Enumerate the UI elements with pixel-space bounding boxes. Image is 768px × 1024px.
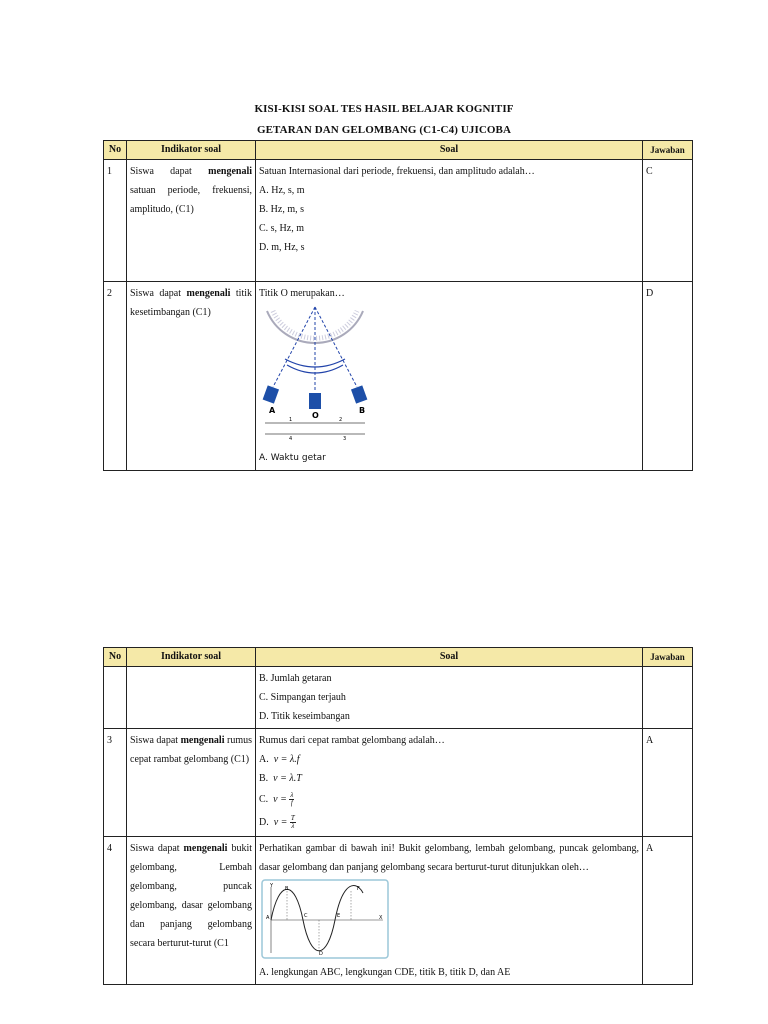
- label-a: A: [266, 915, 270, 921]
- q4-ind-text-rest: bukit gelombang, Lembah gelombang, puncak gelombang, dasar gelombang dan panjang gelombang secara berturut-turut (C1: [130, 843, 252, 949]
- q3-option-c: C. v = $\frac{\lambda}{f}$: [259, 791, 294, 808]
- header-soal: Soal: [256, 648, 643, 667]
- q3-option-a: A. v = λ.f: [259, 754, 300, 765]
- label-f: F: [357, 886, 360, 892]
- q1-ind-text-rest: satuan periode, frekuensi, amplitudo, (C1): [130, 185, 252, 215]
- label-o: O: [312, 411, 319, 420]
- q1-indikator: [127, 160, 256, 282]
- q2-option: D. Titik keseimbangan: [259, 711, 350, 722]
- document-title: KISI-KISI SOAL TES HASIL BELAJAR KOGNITIF: [254, 103, 514, 115]
- table-header: [104, 648, 693, 667]
- q2-option: B. Jumlah getaran: [259, 673, 332, 684]
- q1-option: C. s, Hz, m: [259, 223, 304, 234]
- q3-option-d: D. v = $\frac{T}{\lambda}$: [259, 814, 295, 831]
- q1-option: A. Hz, s, m: [259, 185, 305, 196]
- q1-no: 1: [104, 160, 127, 282]
- q2-jawaban: D: [643, 282, 693, 471]
- label-3: 3: [343, 436, 347, 442]
- label-d: D: [319, 951, 323, 957]
- header-jawaban: Jawaban: [643, 141, 693, 160]
- label-b: B: [285, 886, 289, 892]
- pendulum-string-left: [273, 307, 315, 387]
- pendulum-figure: [261, 305, 373, 445]
- label-a: A: [269, 406, 276, 415]
- q3-ind-text-rest: rumus cepat rambat gelombang (C1): [130, 735, 253, 765]
- q4-question: Perhatikan gambar di bawah ini! Bukit gelombang, lembah gelombang, puncak gelombang, dasar gelombang dan panjang gelombang secara berturut-turut ditunjukkan oleh…: [259, 843, 639, 873]
- q3-indikator: [127, 729, 256, 837]
- label-c: C: [304, 913, 308, 919]
- label-2: 2: [339, 417, 343, 423]
- q2-ind-keyword: mengenali: [186, 288, 231, 299]
- q2-soal: [256, 282, 643, 471]
- q2-indikator: [127, 282, 256, 471]
- q1-soal: [256, 160, 643, 282]
- q2-soal-continued: [256, 667, 643, 729]
- table-row-q1: [104, 160, 693, 282]
- q2-question: Titik O merupakan…: [259, 288, 345, 299]
- label-4: 4: [289, 436, 293, 442]
- document-subtitle: GETARAN DAN GELOMBANG (C1-C4) UJICOBA: [256, 124, 512, 136]
- wave-figure-frame: [262, 880, 388, 958]
- header-soal: Soal: [256, 141, 643, 160]
- q4-soal: [256, 837, 643, 985]
- q3-no: 3: [104, 729, 127, 837]
- q2-option: A. Waktu getar: [259, 453, 326, 463]
- label-1: 1: [289, 417, 293, 423]
- label-y: Y: [270, 883, 274, 889]
- q4-indikator: [127, 837, 256, 985]
- table-row-q4: [104, 837, 693, 985]
- label-e: E: [337, 913, 341, 919]
- table-row-q2: [104, 282, 693, 471]
- q4-no: 4: [104, 837, 127, 985]
- header-indikator: Indikator soal: [127, 141, 256, 160]
- q1-ind-keyword: mengenali: [208, 166, 252, 177]
- q2-option: C. Simpangan terjauh: [259, 692, 346, 703]
- header-jawaban: Jawaban: [643, 648, 693, 667]
- q4-jawaban: A: [643, 837, 693, 985]
- table-header: [104, 141, 693, 160]
- q2-no: 2: [104, 282, 127, 471]
- q4-option: A. lengkungan ABC, lengkungan CDE, titik B, titik D, dan AE: [259, 967, 511, 978]
- wave-figure: [261, 879, 389, 959]
- header-no: No: [104, 648, 127, 667]
- q3-soal: [256, 729, 643, 837]
- q4-ind-keyword: mengenali: [183, 843, 228, 854]
- q3-ind-text: Siswa dapat: [130, 735, 181, 746]
- q1-question: Satuan Internasional dari periode, frekuensi, dan amplitudo adalah…: [259, 166, 535, 177]
- label-b: B: [359, 406, 366, 415]
- q3-jawaban: A: [643, 729, 693, 837]
- kisi-kisi-table-page2: [103, 647, 693, 985]
- header-indikator: Indikator soal: [127, 648, 256, 667]
- q1-ind-text: Siswa dapat: [130, 166, 209, 177]
- table-row-q2-continued: [104, 667, 693, 729]
- q1-jawaban: C: [643, 160, 693, 282]
- bob-o: [309, 393, 321, 409]
- kisi-kisi-table-page1: [103, 140, 693, 471]
- q3-option-b: B. v = λ.T: [259, 773, 302, 784]
- table-row-q3: [104, 729, 693, 837]
- q2-ind-text-rest: titik kesetimbangan (C1): [130, 288, 252, 318]
- q2-ind-text: Siswa dapat: [130, 288, 187, 299]
- q1-option: D. m, Hz, s: [259, 242, 305, 253]
- label-x: X: [379, 915, 383, 921]
- q4-ind-text: Siswa dapat: [130, 843, 184, 854]
- q3-ind-keyword: mengenali: [180, 735, 225, 746]
- bob-a: [263, 385, 279, 403]
- bob-b: [351, 385, 367, 403]
- q3-question: Rumus dari cepat rambat gelombang adalah…: [259, 735, 445, 746]
- header-no: No: [104, 141, 127, 160]
- q1-option: B. Hz, m, s: [259, 204, 304, 215]
- pendulum-string-right: [315, 307, 357, 387]
